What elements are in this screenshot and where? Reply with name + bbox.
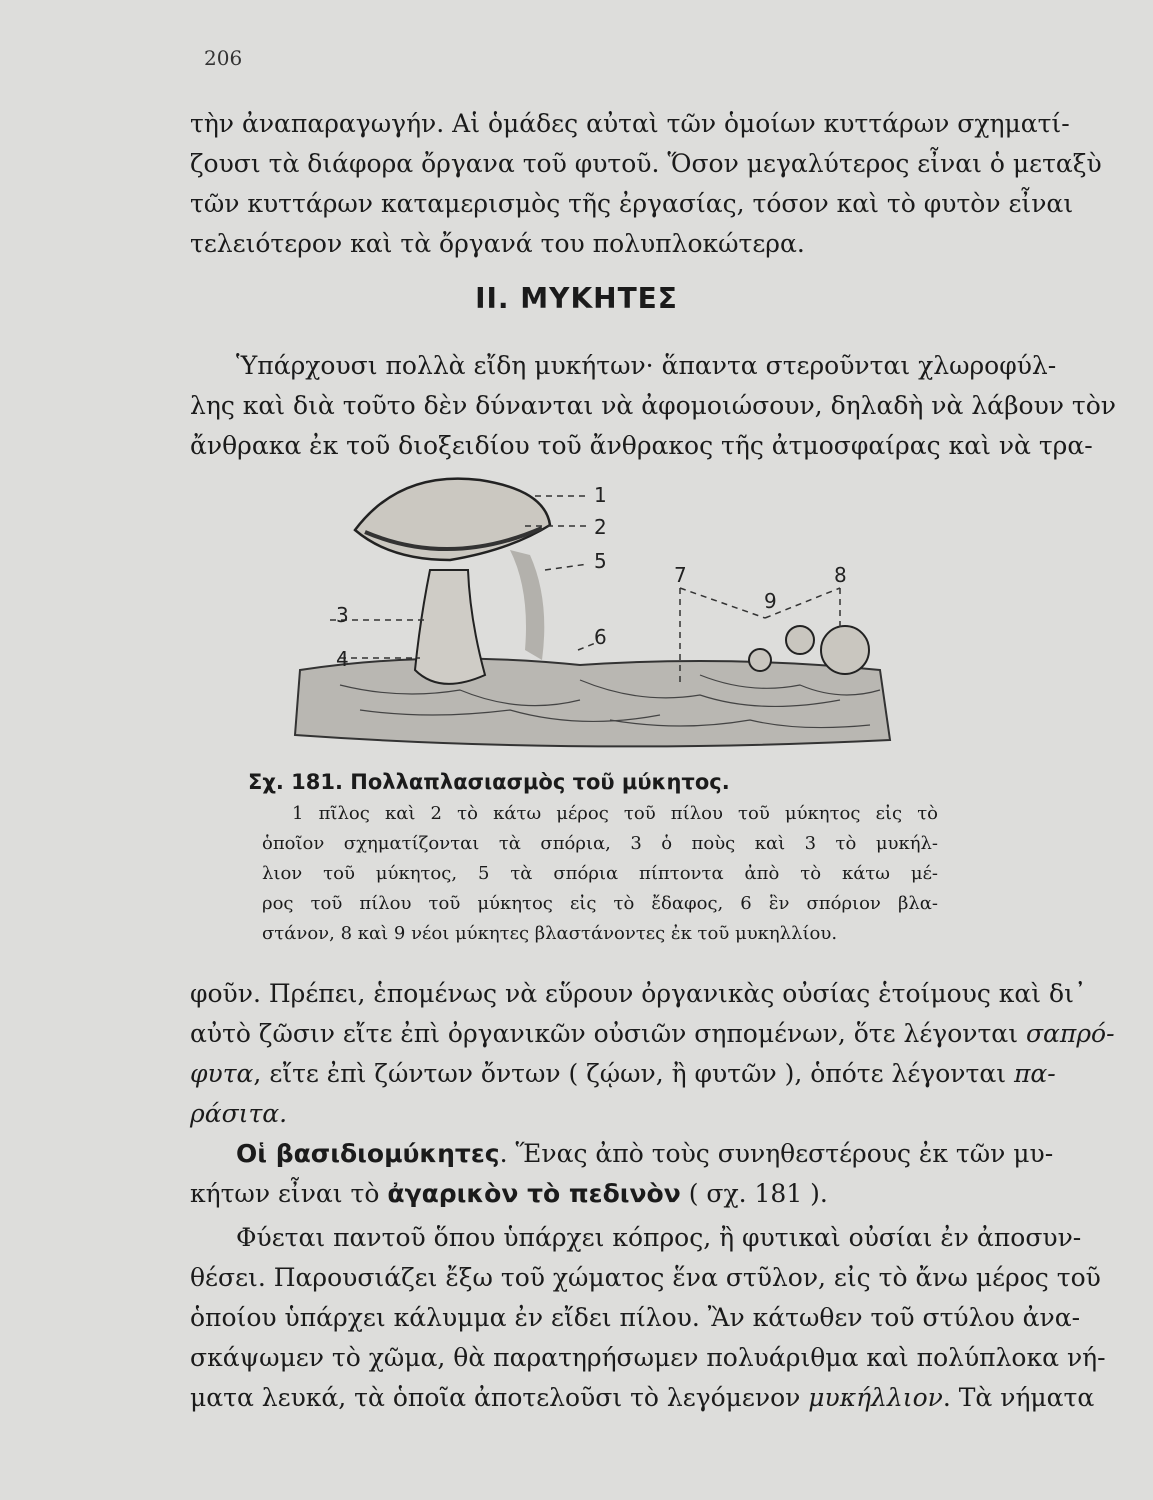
text-line: φυτα, εἴτε ἐπὶ ζώντων ὄντων ( ζῴων, ἢ φυτῶν ), ὁπότε λέγονται πα- — [190, 1059, 1056, 1088]
figure-label: 4 — [336, 647, 349, 671]
mushroom-illustration — [280, 470, 900, 755]
caption-line: 1 πῖλος καὶ 2 τὸ κάτω μέρος τοῦ πίλου τοῦ μύκητος εἰς τὸ — [292, 803, 938, 824]
figure-label: 3 — [336, 603, 349, 627]
text-line: ζουσι τὰ διάφορα ὄργανα τοῦ φυτοῦ. Ὅσον μεγαλύτερος εἶναι ὁ μεταξὺ — [190, 149, 1102, 178]
italic-term: φυτα — [190, 1059, 254, 1088]
text-line: αὐτὸ ζῶσιν εἴτε ἐπὶ ὀργανικῶν οὐσιῶν σηπομένων, ὅτε λέγονται σαπρό- — [190, 1019, 1115, 1048]
figure-label: 2 — [594, 515, 607, 539]
young-mushroom — [749, 649, 771, 671]
italic-term: σαπρό- — [1025, 1019, 1115, 1048]
text-line: Φύεται παντοῦ ὅπου ὑπάρχει κόπρος, ἢ φυτικαὶ οὐσίαι ἐν ἀποσυν- — [236, 1223, 1082, 1252]
text-line: κήτων εἶναι τὸ ἀγαρικὸν τὸ πεδινὸν ( σχ. 181 ). — [190, 1179, 828, 1208]
falling-spores — [510, 550, 544, 660]
mushroom-stem — [415, 570, 485, 684]
section-title: ΙΙ. ΜΥΚΗΤΕΣ — [475, 282, 678, 315]
young-mushroom — [786, 626, 814, 654]
text-line: φοῦν. Πρέπει, ἑπομένως νὰ εὕρουν ὀργανικὰς οὐσίας ἑτοίμους καὶ δι᾿ — [190, 979, 1087, 1008]
text-line: Οἱ βασιδιομύκητες. Ἕνας ἀπὸ τοὺς συνηθεστέρους ἐκ τῶν μυ- — [236, 1139, 1054, 1168]
figure-label: 5 — [594, 549, 607, 573]
figure-label: 6 — [594, 625, 607, 649]
text-line: ματα λευκά, τὰ ὁποῖα ἀποτελοῦσι τὸ λεγόμενον μυκήλλιον. Τὰ νήματα — [190, 1383, 1095, 1412]
text-line: λης καὶ διὰ τοῦτο δὲν δύνανται νὰ ἀφομοιώσουν, δηλαδὴ νὰ λάβουν τὸν — [190, 391, 1116, 420]
figure-label: 1 — [594, 483, 607, 507]
caption-line: στάνον, 8 καὶ 9 νέοι μύκητες βλαστάνοντες ἐκ τοῦ μυκηλλίου. — [262, 923, 838, 944]
caption-line: ρος τοῦ πίλου τοῦ μύκητος εἰς τὸ ἔδαφος, 6 ἓν σπόριον βλα- — [262, 893, 938, 914]
text-line: ἄνθρακα ἐκ τοῦ διοξειδίου τοῦ ἄνθρακος τῆς ἀτμοσφαίρας καὶ νὰ τρα- — [190, 431, 1093, 460]
text-line: τελειότερον καὶ τὰ ὄργανά του πολυπλοκώτερα. — [190, 229, 805, 258]
text-line: θέσει. Παρουσιάζει ἔξω τοῦ χώματος ἕνα στῦλον, εἰς τὸ ἄνω μέρος τοῦ — [190, 1263, 1101, 1292]
figure-label: 9 — [764, 589, 777, 613]
figure-caption-title: Σχ. 181. Πολλαπλασιασμὸς τοῦ μύκητος. — [248, 770, 730, 794]
italic-term: πα- — [1013, 1059, 1056, 1088]
caption-line: λιον τοῦ μύκητος, 5 τὰ σπόρια πίπτοντα ἀπὸ τὸ κάτω μέ- — [262, 863, 938, 884]
bold-term: ἀγαρικὸν τὸ πεδινὸν — [387, 1179, 681, 1208]
page-number: 206 — [204, 46, 243, 70]
text-line: ράσιτα. — [190, 1099, 288, 1128]
text-line: τῶν κυττάρων καταμερισμὸς τῆς ἐργασίας, τόσον καὶ τὸ φυτὸν εἶναι — [190, 189, 1074, 218]
text-line: Ὑπάρχουσι πολλὰ εἴδη μυκήτων· ἅπαντα στεροῦνται χλωροφύλ- — [236, 351, 1057, 380]
figure-label: 7 — [674, 563, 687, 587]
young-mushroom — [821, 626, 869, 674]
italic-term: μυκήλλιον — [808, 1383, 943, 1412]
soil — [295, 659, 890, 747]
text-line: σκάψωμεν τὸ χῶμα, θὰ παρατηρήσωμεν πολυάριθμα καὶ πολύπλοκα νή- — [190, 1343, 1106, 1372]
figure-label: 8 — [834, 563, 847, 587]
text-line: τὴν ἀναπαραγωγήν. Αἱ ὁμάδες αὐταὶ τῶν ὁμοίων κυττάρων σχηματί- — [190, 109, 1070, 138]
text-line: ὁποίου ὑπάρχει κάλυμμα ἐν εἴδει πίλου. Ἂν κάτωθεν τοῦ στύλου ἀνα- — [190, 1303, 1081, 1332]
subsection-heading: Οἱ βασιδιομύκητες — [236, 1139, 500, 1168]
caption-line: ὁποῖον σχηματίζονται τὰ σπόρια, 3 ὁ ποὺς καὶ 3 τὸ μυκήλ- — [262, 833, 938, 854]
